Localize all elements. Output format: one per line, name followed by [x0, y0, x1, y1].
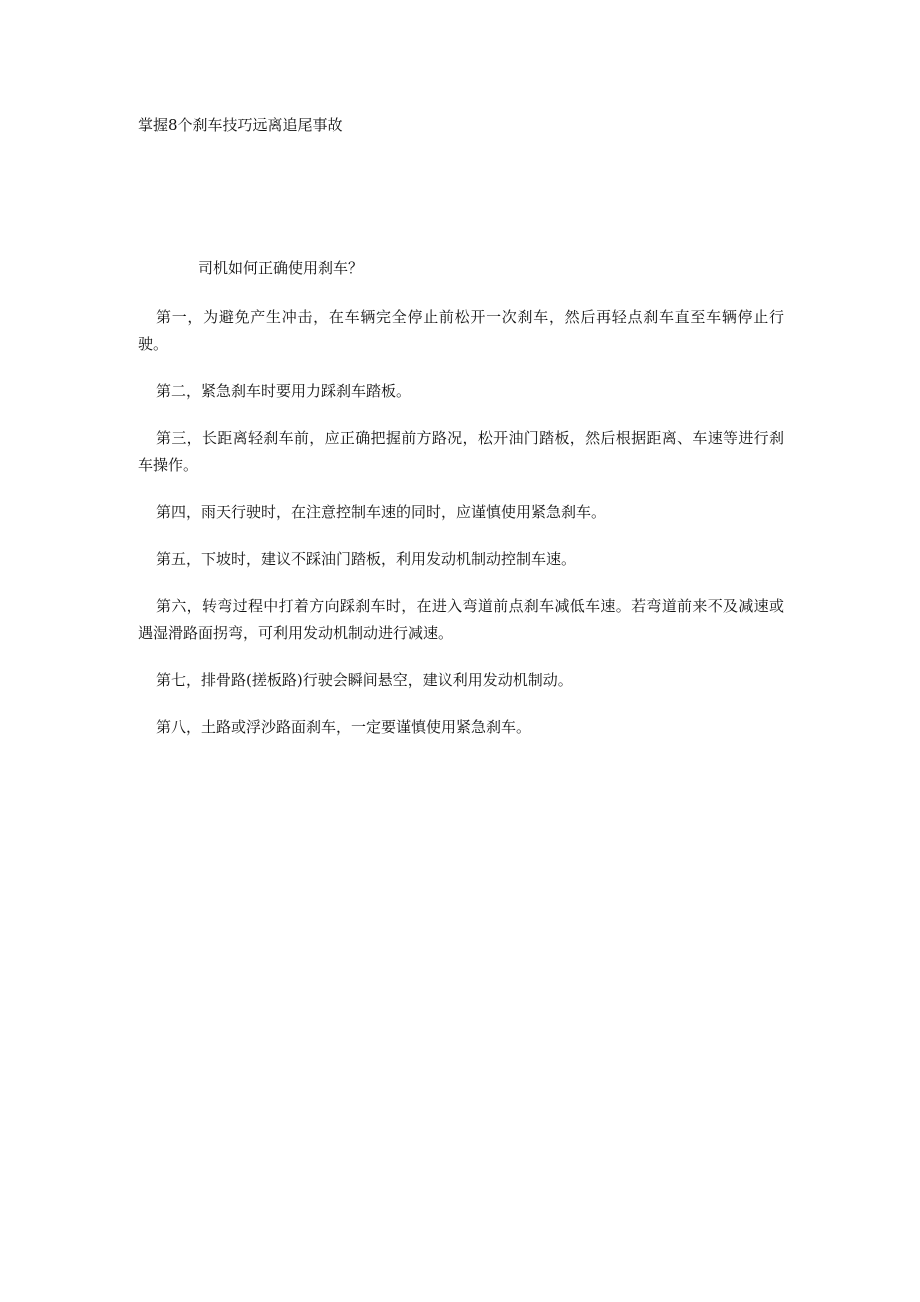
- section-question: 司机如何正确使用刹车？: [198, 259, 364, 277]
- tips-list: [138, 304, 784, 761]
- tip-paragraph: 第二，紧急刹车时要用力踩刹车踏板。: [156, 382, 412, 400]
- tip-paragraph: 第一，为避免产生冲击，在车辆完全停止前松开一次刹车，然后再轻点刹车直至车辆停止行驶。: [138, 308, 784, 353]
- tip-paragraph: 第八，土路或浮沙路面刹车，一定要谨慎使用紧急刹车。: [156, 718, 532, 736]
- tip-paragraph: 第四，雨天行驶时，在注意控制车速的同时，应谨慎使用紧急刹车。: [156, 503, 607, 521]
- tip-paragraph: 第六，转弯过程中打着方向踩刹车时，在进入弯道前点刹车减低车速。若弯道前来不及减速或遇湿滑路面拐弯，可利用发动机制动进行减速。: [138, 597, 784, 642]
- tip-paragraph: 第五，下坡时，建议不踩油门踏板，利用发动机制动控制车速。: [156, 550, 577, 568]
- tip-paragraph: 第三，长距离轻刹车前，应正确把握前方路况，松开油门踏板，然后根据距离、车速等进行刹车操作。: [138, 429, 784, 474]
- tip-paragraph: 第七，排骨路(搓板路)行驶会瞬间悬空，建议利用发动机制动。: [156, 671, 573, 689]
- document-title: 掌握8个刹车技巧远离追尾事故: [138, 116, 343, 134]
